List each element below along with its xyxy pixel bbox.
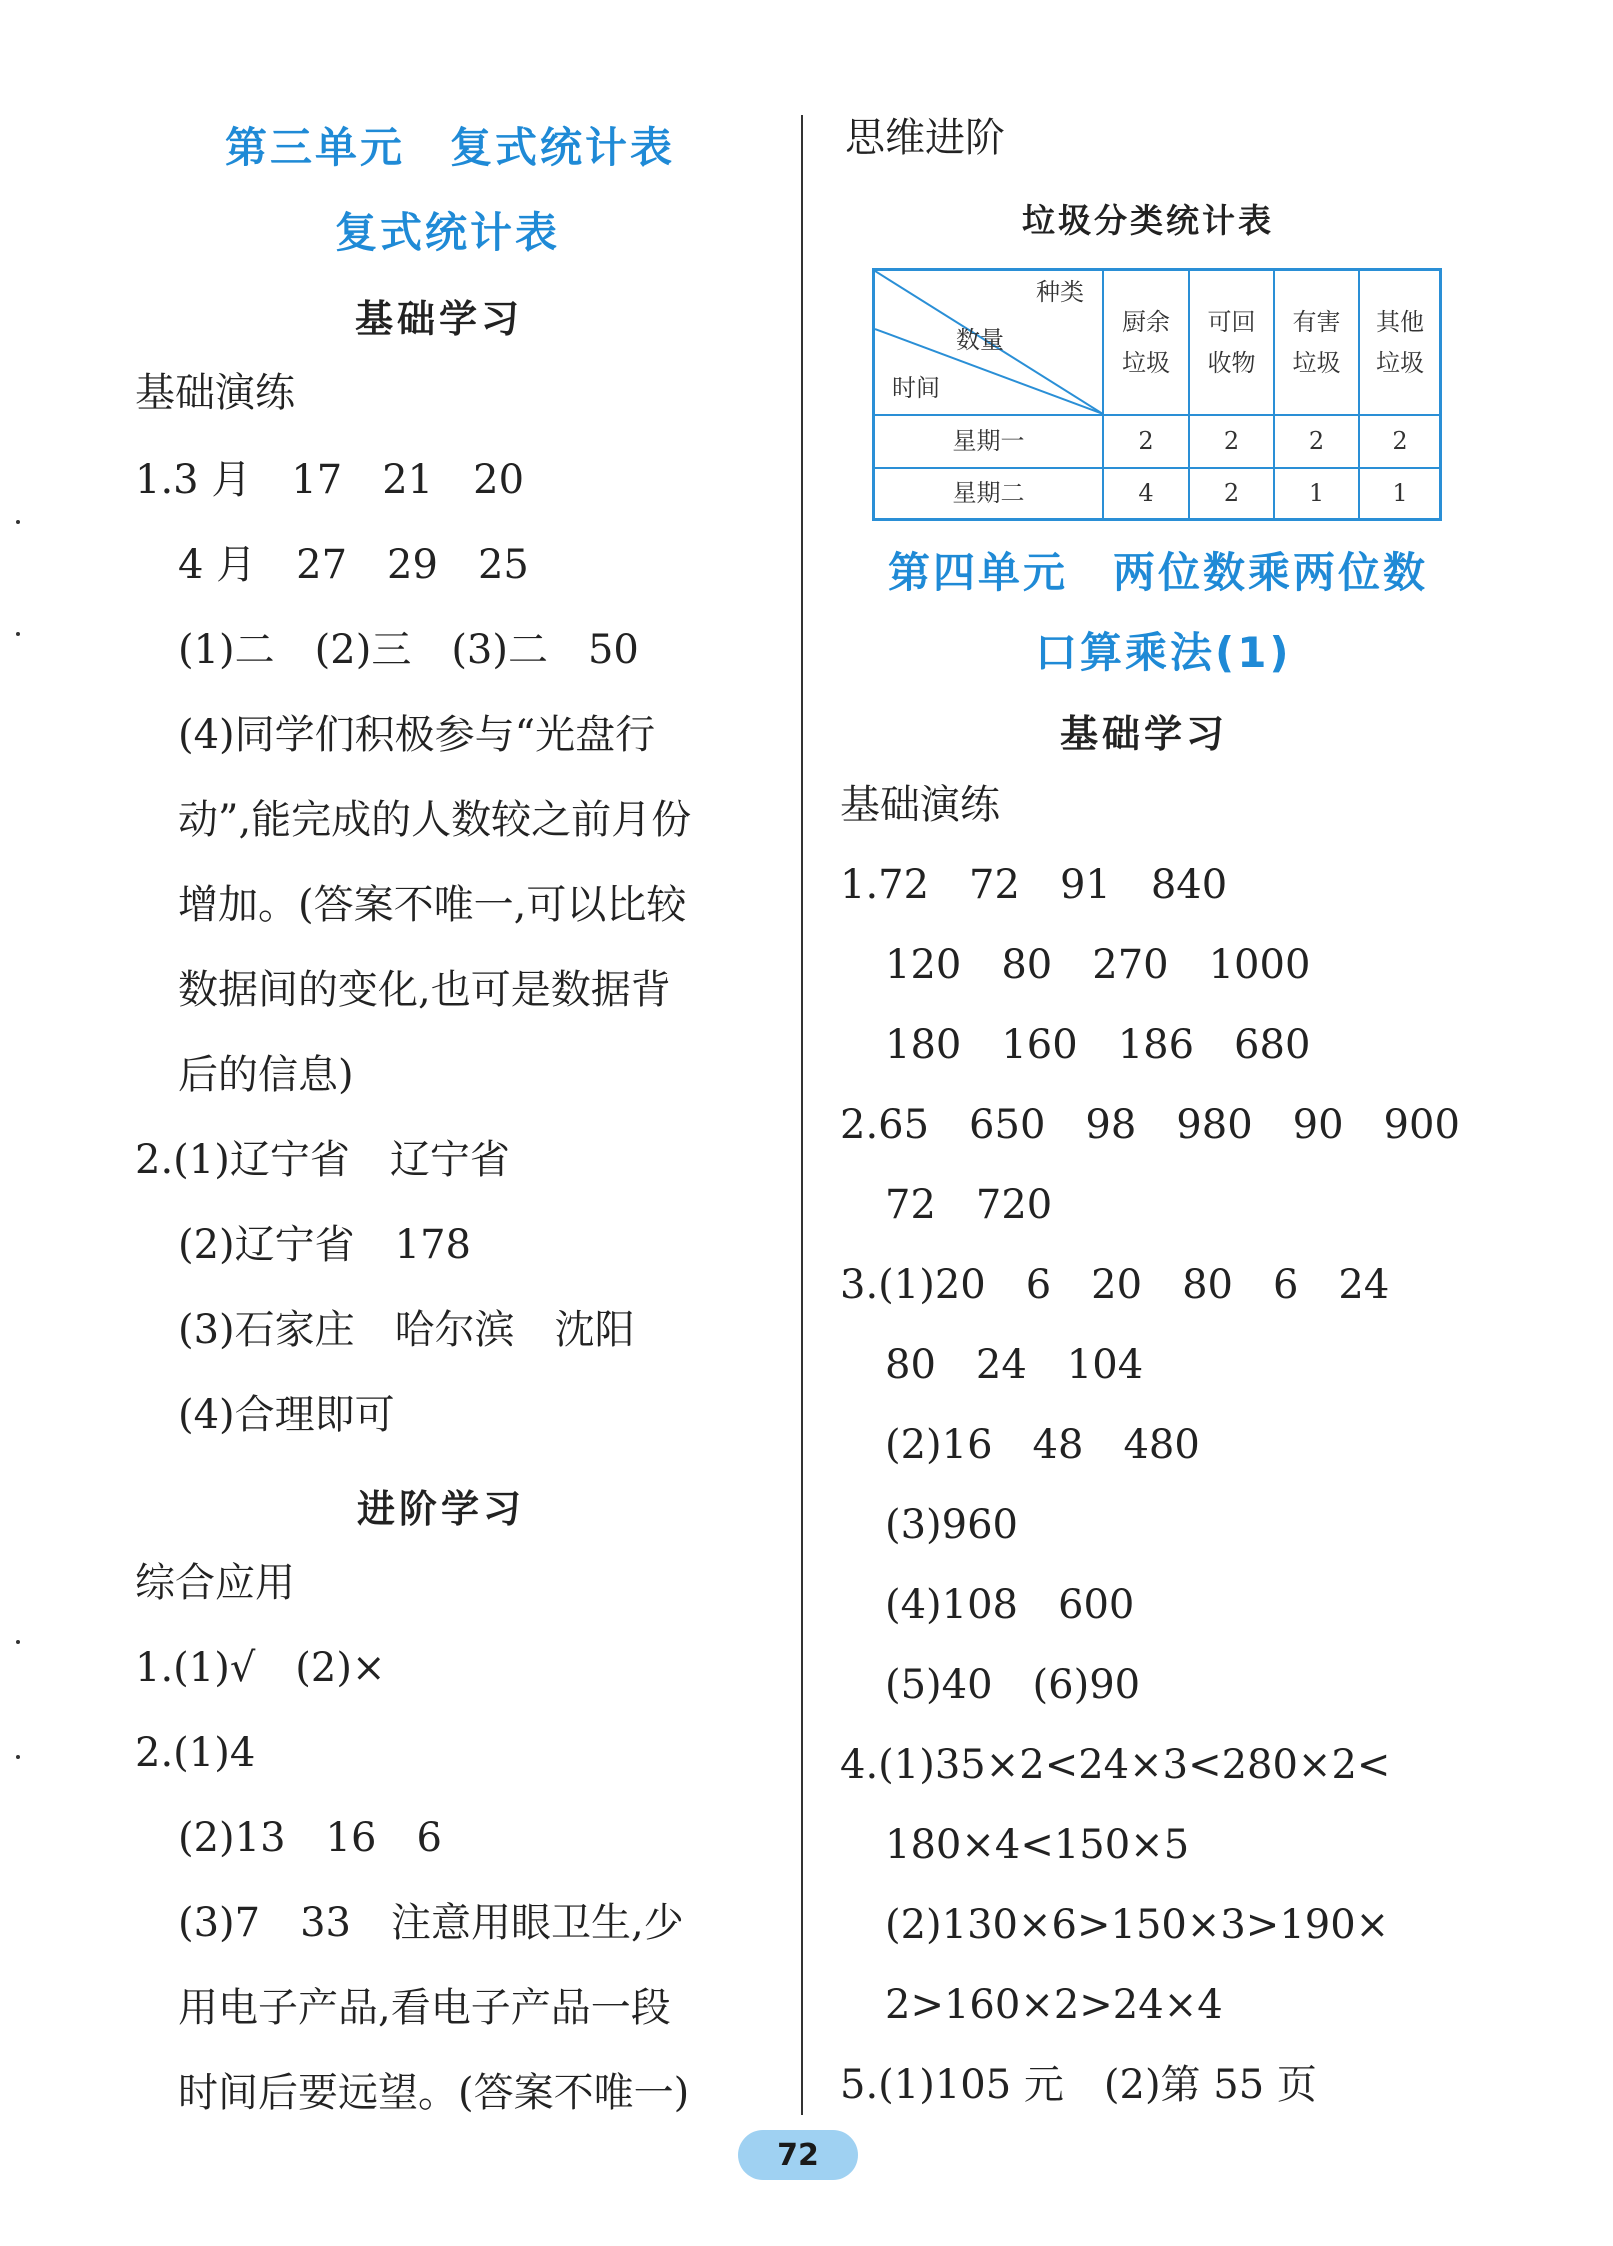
- answer-line: (4)108 600: [885, 1582, 1135, 1628]
- answer-line: 1.(1)√ (2)×: [135, 1645, 386, 1691]
- sub-basic-left: 基础演练: [135, 370, 295, 416]
- table-cell: 2: [1138, 427, 1154, 456]
- answer-line: (2)16 48 480: [885, 1422, 1200, 1468]
- answer-line: 80 24 104: [885, 1342, 1144, 1388]
- table-cell: 1: [1392, 479, 1408, 508]
- section-basic-left: 基础学习: [355, 297, 524, 341]
- header-line-1: 其他: [1376, 307, 1424, 336]
- answer-line: 2.(1)辽宁省 辽宁省: [135, 1137, 510, 1183]
- answer-line: (4)同学们积极参与“光盘行: [178, 712, 656, 758]
- sub-advanced-left: 综合应用: [135, 1560, 295, 1606]
- answer-line: (1)二 (2)三 (3)二 50: [178, 627, 639, 673]
- corner-top-label: 种类: [1036, 277, 1084, 306]
- table-title: 垃圾分类统计表: [1022, 201, 1274, 240]
- answer-line: (2)辽宁省 178: [178, 1222, 472, 1268]
- lesson-title-left: 复式统计表: [335, 208, 561, 257]
- answer-line: 增加。(答案不唯一,可以比较: [178, 882, 687, 928]
- answer-line: 120 80 270 1000: [885, 942, 1311, 988]
- answer-line: (3)960: [885, 1502, 1019, 1548]
- answer-line: 1.3 月 17 21 20: [135, 457, 525, 503]
- answer-line: (3)石家庄 哈尔滨 沈阳: [178, 1307, 635, 1353]
- answer-line: 时间后要远望。(答案不唯一): [178, 2070, 690, 2116]
- column-divider: [801, 115, 803, 2115]
- header-line-1: 有害: [1292, 307, 1341, 336]
- answer-line: 5.(1)105 元 (2)第 55 页: [840, 2062, 1317, 2108]
- table-cell: 2: [1392, 427, 1408, 456]
- table-cell: 1: [1308, 479, 1325, 508]
- table-cell: 2: [1223, 479, 1240, 508]
- answer-line: 动”,能完成的人数较之前月份: [178, 797, 692, 843]
- margin-dot: [16, 1755, 20, 1759]
- lesson-title-right: 口算乘法(1): [1035, 628, 1292, 677]
- section-advanced-left: 进阶学习: [357, 1487, 526, 1531]
- table-cell: 4: [1138, 479, 1154, 508]
- row-label: 星期二: [952, 479, 1025, 508]
- unit-title-left: 第三单元 复式统计表: [225, 123, 676, 172]
- page-number: 72: [738, 2130, 858, 2180]
- table-cell: 2: [1308, 427, 1325, 456]
- answer-line: 数据间的变化,也可是数据背: [178, 967, 671, 1013]
- header-cell: [1360, 271, 1440, 414]
- margin-dot: [16, 632, 20, 636]
- corner-bottom-label: 时间: [892, 373, 940, 402]
- header-cell: [1275, 271, 1358, 414]
- answer-line: (2)130×6>150×3>190×: [885, 1902, 1390, 1948]
- margin-dot: [16, 520, 20, 524]
- margin-dot: [16, 1640, 20, 1644]
- answer-line: 1.72 72 91 840: [840, 862, 1228, 908]
- section-basic-right: 基础学习: [1060, 712, 1229, 756]
- answer-line: 2.(1)4: [135, 1730, 256, 1776]
- answer-line: 后的信息): [178, 1052, 354, 1098]
- header-cell: [1190, 271, 1273, 414]
- answer-line: (3)7 33 注意用眼卫生,少: [178, 1900, 684, 1946]
- header-line-2: 垃圾: [1376, 348, 1424, 377]
- sub-think-right: 思维进阶: [845, 115, 1005, 161]
- row-label: 星期一: [952, 427, 1025, 456]
- header-line-2: 垃圾: [1292, 348, 1341, 377]
- answer-line: 3.(1)20 6 20 80 6 24: [840, 1262, 1390, 1308]
- corner-mid-label: 数量: [956, 325, 1004, 354]
- answer-line: 4.(1)35×2<24×3<280×2<: [840, 1742, 1391, 1788]
- header-line-1: 可回: [1207, 307, 1256, 336]
- sub-basic-right: 基础演练: [840, 782, 1000, 828]
- header-line-2: 垃圾: [1122, 348, 1170, 377]
- unit-title-right: 第四单元 两位数乘两位数: [888, 548, 1429, 597]
- header-line-2: 收物: [1207, 348, 1256, 377]
- header-line-1: 厨余: [1122, 307, 1170, 336]
- trash-sorting-table: [872, 268, 1442, 521]
- table-cell: 2: [1223, 427, 1240, 456]
- answer-line: 4 月 27 29 25: [178, 542, 529, 588]
- answer-line: 2>160×2>24×4: [885, 1982, 1223, 2028]
- answer-line: (2)13 16 6: [178, 1815, 442, 1861]
- answer-line: 2.65 650 98 980 90 900: [840, 1102, 1460, 1148]
- answer-line: 180×4<150×5: [885, 1822, 1190, 1868]
- header-cell: [1104, 271, 1188, 414]
- answer-line: 用电子产品,看电子产品一段: [178, 1985, 671, 2031]
- answer-line: (4)合理即可: [178, 1392, 395, 1438]
- answer-line: 180 160 186 680: [885, 1022, 1311, 1068]
- answer-line: (5)40 (6)90: [885, 1662, 1141, 1708]
- answer-line: 72 720: [885, 1182, 1053, 1228]
